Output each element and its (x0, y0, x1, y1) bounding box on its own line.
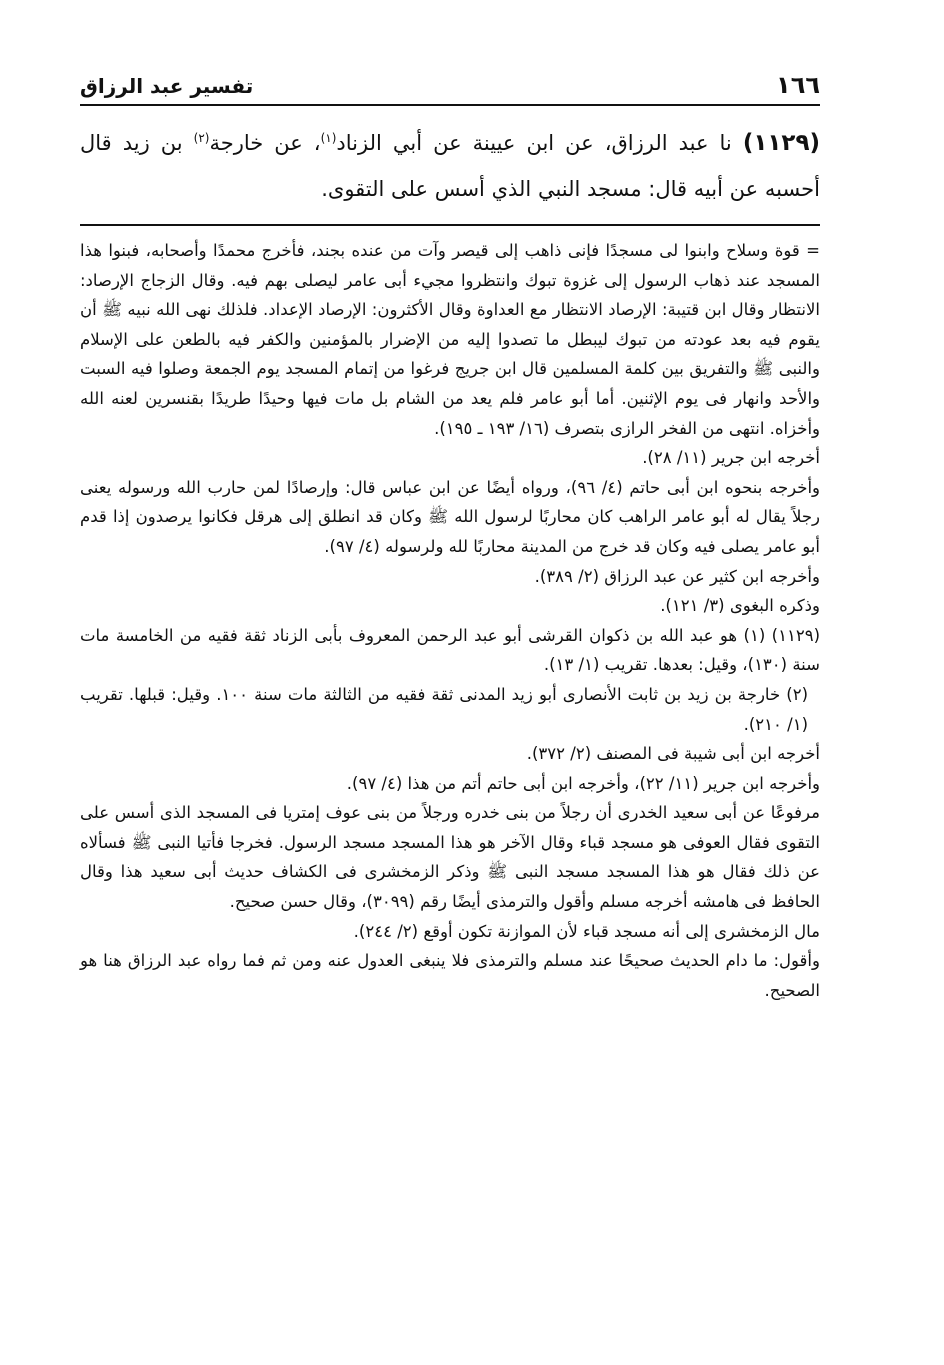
hadith-text-part: نا عبد الرزاق، عن ابن عيينة عن أبي الزناد (336, 131, 732, 155)
footnote-paragraph: وأقول: ما دام الحديث صحيحًا عند مسلم والترمذى فلا ينبغى العدول عنه ومن ثم فما رواه عبد الرزاق هنا هو الصحيح. (80, 951, 820, 1000)
footnote-paragraph: وأخرجه بنحوه ابن أبى حاتم (٤/ ٩٦)، ورواه أيضًا عن ابن عباس قال: وإرصادًا لمن حارب الله ورسوله يعنى رجلاً يقال له أبو عامر الراهب كان محاربًا لرسول الله ﷺ وكان قد انطلق إلى هرقل فكانوا يرصدون إذا قدم أبو عامر يصلى فيه وكان قد خرج من المدينة محاربًا لله ولرسوله (٤/ ٩٧). (80, 477, 821, 556)
footnote-ref: (٢) (193, 131, 210, 145)
page-number: ١٦٦ (776, 71, 820, 99)
footnote-paragraph: أخرجه ابن جرير (١١/ ٢٨). (642, 448, 820, 468)
hadith-number: (١١٢٩) (742, 130, 821, 156)
footnote-paragraph: أخرجه ابن أبى شيبة فى المصنف (٢/ ٣٧٢). (526, 744, 820, 764)
book-title: تفسير عبد الرزاق (80, 74, 254, 98)
footnote-paragraph: = قوة وسلاح وابنوا لى مسجدًا فإنى ذاهب إلى قيصر وآت من عنده بجند، فأخرج محمدًا وأصحابه، فبنوا هذا المسجد عند ذهاب الرسول إلى غزوة تبوك وانتظروا مجيء أبى عامر ليصلى بهم فيه. وقال الزجاج الإرصاد: الانتظار وقال ابن قتيبة: الإرصاد الانتظار مع العداوة وقال الأكثرون: الإرصاد الإعداد. فلذلك نهى الله نبيه ﷺ أن يقوم فيه بعد عودته من تبوك ليبطل ما تصدوا إليه من الإضرار بالمؤمنين والكفر فيه بالطعن على الإسلام والنبى ﷺ والتفريق بين كلمة المسلمين قال ابن جريج فرغوا من إتمام المسجد يوم الجمعة وصلوا فيه السبت والأحد وانهار فى يوم الإثنين. أما أبو عامر فلم يعد من الشام بل مات فيها وحيدًا طريدًا بقنسرين لعنه الله وأخزاه. انتهى من الفخر الرازى بتصرف (١٦/ ١٩٣ ـ ١٩٥). (80, 241, 820, 438)
footnote-paragraph: وأخرجه ابن جرير (١١/ ٢٢)، وأخرجه ابن أبى حاتم أتم من هذا (٤/ ٩٧). (346, 773, 820, 793)
footnote-ref: (١) (320, 131, 337, 145)
hadith-text (80, 120, 820, 212)
running-head (80, 70, 820, 106)
hadith-text-part: ، عن خارجة (209, 131, 321, 155)
footnote-paragraph: وأخرجه ابن كثير عن عبد الرزاق (٢/ ٣٨٩). (534, 566, 820, 586)
book-page (80, 70, 820, 1310)
footnotes (80, 236, 820, 1005)
footnote-divider (80, 224, 820, 226)
footnote-paragraph: (٢) خارجة بن زيد بن ثابت الأنصارى أبو زيد المدنى ثقة فقيه من الثالثة مات سنة ١٠٠. وقيل: قبلها. تقريب (١/ ٢١٠). (80, 684, 808, 734)
footnote-paragraph: مال الزمخشرى إلى أنه مسجد قباء لأن الموازنة تكون أوقع (٢/ ٢٤٤). (353, 921, 820, 941)
footnote-paragraph: وذكره البغوى (٣/ ١٢١). (660, 596, 820, 616)
footnote-paragraph: (١١٢٩) (١) هو عبد الله بن ذكوان القرشى أبو عبد الرحمن المعروف بأبى الزناد ثقة فقيه من الخامسة مات سنة (١٣٠)، وقيل: بعدها. تقريب (١/ ١٣). (80, 625, 820, 675)
hadith-text-part: بن زيد قال أحسبه عن أبيه قال: مسجد النبي الذي أسس على التقوى. (80, 131, 820, 201)
footnote-paragraph: مرفوعًا عن أبى سعيد الخدرى أن رجلاً من بنى خدره ورجلاً من بنى عوف إمتريا فى المسجد الذى أسس على التقوى فقال العوفى هو مسجد قباء وقال الآخر هو هذا المسجد مسجد الرسول. فخرجا فأتيا النبى ﷺ فسألاه عن ذلك فقال هو هذا المسجد مسجد النبى ﷺ وذكر الزمخشرى فى الكشاف حديث أبى سعيد هذا وقال الحافظ فى هامشه أخرجه مسلم وأقول والترمذى أيضًا رقم (٣٠٩٩)، وقال حسن صحيح. (80, 803, 820, 912)
